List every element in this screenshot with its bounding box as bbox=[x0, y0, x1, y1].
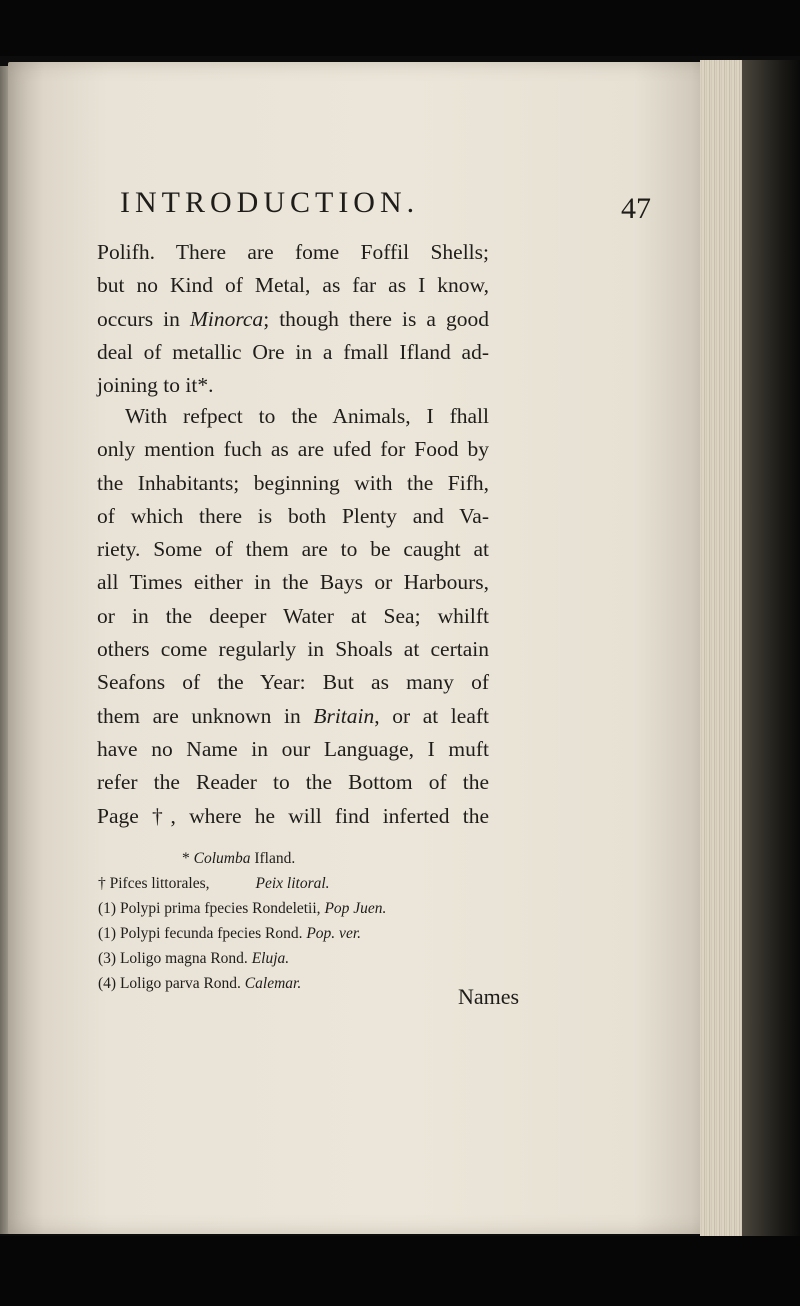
text-line: have no Name in our Language, I muft bbox=[97, 736, 489, 761]
text-line: deal of metallic Ore in a fmall Ifland ad- bbox=[97, 339, 489, 364]
text-segment: ; though there is a good bbox=[263, 306, 489, 331]
text-line: refer the Reader to the Bottom of the bbox=[97, 770, 489, 795]
text-line: Page †, where he will find inferted the bbox=[97, 803, 489, 828]
text-line: or in the deeper Water at Sea; whilft bbox=[97, 603, 489, 628]
footnote-text: (1) Polypi prima fpecies Rondeletii, bbox=[98, 900, 325, 917]
footnote bbox=[98, 946, 508, 971]
paragraph-1 bbox=[97, 236, 489, 402]
footnote bbox=[98, 871, 508, 896]
text-line: joining to it*. bbox=[97, 373, 214, 398]
footnote-mark: * bbox=[182, 850, 194, 867]
text-line: but no Kind of Metal, as far as I know, bbox=[97, 273, 489, 298]
footnote bbox=[98, 971, 508, 996]
text-segment: occurs in bbox=[97, 306, 190, 331]
text-line bbox=[97, 303, 489, 336]
running-head: INTRODUCTION. bbox=[120, 186, 420, 219]
footnote-italic: Peix litoral. bbox=[255, 875, 330, 892]
footnote-italic: Pop. ver. bbox=[306, 925, 362, 942]
text-line: only mention fuch as are ufed for Food by bbox=[97, 437, 489, 462]
text-line bbox=[97, 700, 489, 733]
book-edge-shadow bbox=[742, 60, 800, 1236]
text-line: Polifh. There are fome Foffil Shells; bbox=[97, 240, 489, 264]
footnote-text: (4) Loligo parva Rond. bbox=[98, 975, 245, 992]
footnote-italic: Pop Juen. bbox=[324, 900, 387, 917]
footnote-italic: Columba bbox=[193, 850, 251, 867]
footnotes bbox=[98, 846, 508, 996]
page-number: 47 bbox=[621, 192, 651, 225]
footnote bbox=[98, 846, 508, 871]
text-segment: them are unknown in bbox=[97, 703, 314, 728]
text-line: others come regularly in Shoals at certain bbox=[97, 637, 489, 662]
page-fore-edge bbox=[700, 60, 742, 1236]
text-line: riety. Some of them are to be caught at bbox=[97, 537, 489, 562]
footnote-italic: Calemar. bbox=[244, 975, 302, 992]
text-line: of which there is both Plenty and Va- bbox=[97, 503, 489, 528]
paragraph-2 bbox=[97, 400, 489, 833]
text-line: With refpect to the Animals, I fhall bbox=[125, 404, 489, 428]
footnote bbox=[98, 896, 508, 921]
footnote-text: † Pifces littorales, bbox=[98, 875, 210, 892]
footnote-italic: Eluja. bbox=[251, 950, 290, 967]
text-line: the Inhabitants; beginning with the Fifh, bbox=[97, 470, 489, 495]
catchword: Names bbox=[458, 984, 520, 1009]
place-name: Britain bbox=[313, 703, 375, 728]
text-line: all Times either in the Bays or Harbours, bbox=[97, 570, 489, 595]
text-segment: , or at leaft bbox=[374, 703, 489, 728]
footnote bbox=[98, 921, 508, 946]
footnote-text: (1) Polypi fecunda fpecies Rond. bbox=[98, 925, 307, 942]
footnote-text: (3) Loligo magna Rond. bbox=[98, 950, 252, 967]
footnote-text: Ifland. bbox=[250, 850, 296, 867]
text-line: Seafons of the Year: But as many of bbox=[97, 670, 489, 695]
place-name: Minorca bbox=[189, 306, 264, 331]
